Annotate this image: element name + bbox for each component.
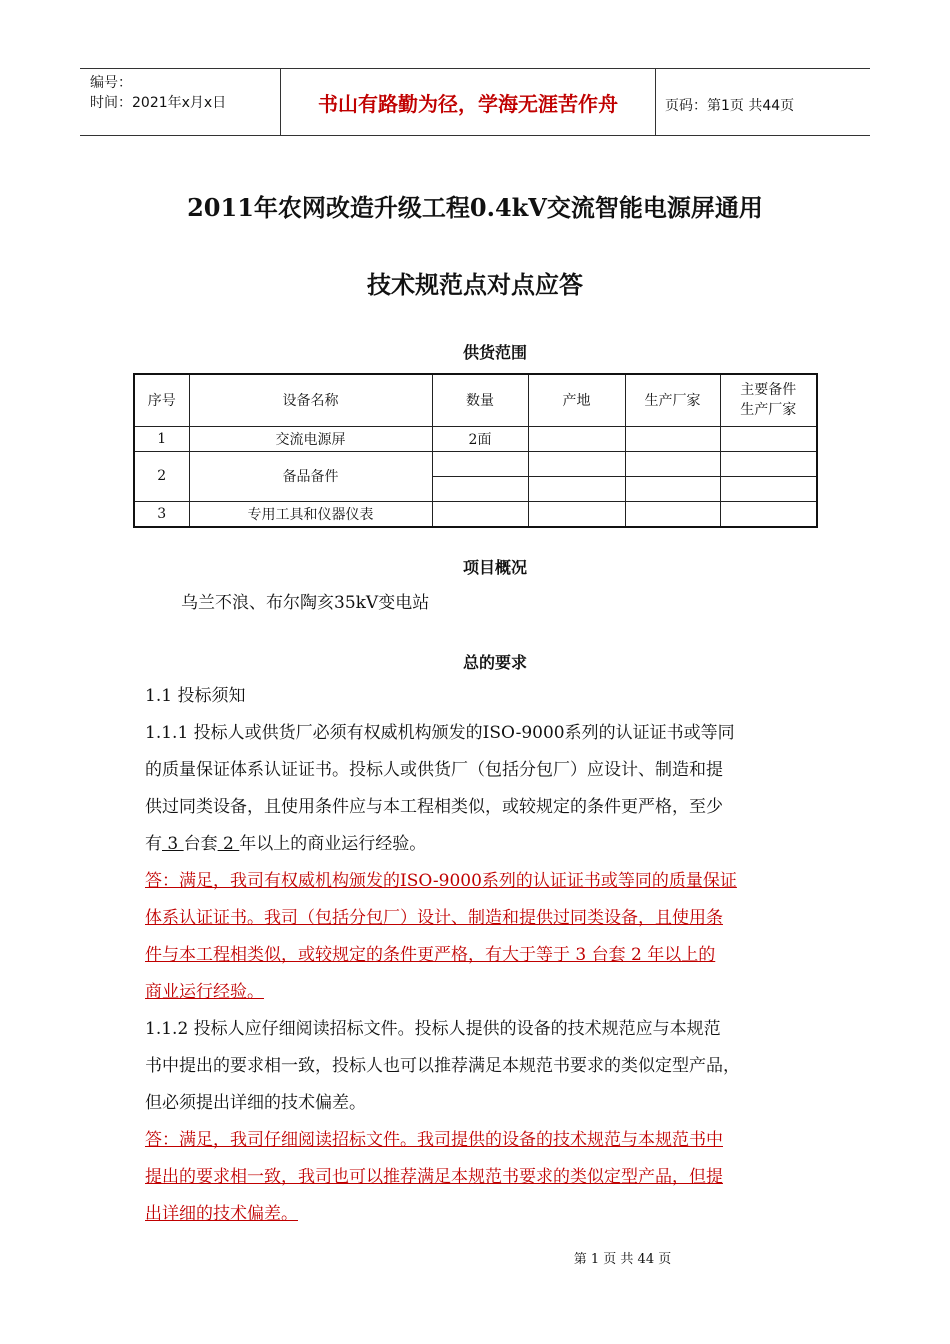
col-header-spare-line2: 生产厂家 [740,402,797,419]
clause-text: 有 [145,834,162,854]
row2b-spare-manufacturer [720,476,817,501]
header-top-rule [80,68,870,69]
table-header-row [134,374,817,426]
row2b-origin [528,476,625,501]
answer-1-1-1-line2: 体系认证证书。我司（包括分包厂）设计、制造和提供过同类设备，且使用条 [145,908,723,928]
col-header-spare-manufacturer [720,374,817,426]
header-divider-right [655,68,656,135]
col-header-no: 序号 [134,374,189,426]
answer-1-1-2-line2: 提出的要求相一致，我司也可以推荐满足本规范书要求的类似定型产品，但提 [145,1167,723,1187]
clause-1-1-1-line1: 1.1.1 投标人或供货厂必须有权威机构颁发的ISO-9000系列的认证证书或等同 [145,723,735,743]
row2a-qty [432,451,528,476]
clause-1-1-2-line3: 但必须提出详细的技术偏差。 [145,1093,366,1113]
answer-1-1-2-line3: 出详细的技术偏差。 [145,1204,298,1224]
document-title-line2: 技术规范点对点应答 [367,270,583,299]
row3-no: 3 [134,501,189,527]
clause-text: 台套 [183,834,218,854]
clause-text: 年以上的商业运行经验。 [239,834,427,854]
document-title-line1: 2011年农网改造升级工程0.4kV交流智能电源屏通用 [187,193,763,222]
row1-spare-manufacturer [720,426,817,451]
clause-1-1-1-line2: 的质量保证体系认证证书。投标人或供货厂（包括分包厂）应设计、制造和提 [145,760,723,780]
row2b-manufacturer [625,476,720,501]
row2a-origin [528,451,625,476]
table-row [134,501,817,527]
row2a-spare-manufacturer [720,451,817,476]
row3-qty [432,501,528,527]
answer-1-1-1-line1: 答：满足，我司有权威机构颁发的ISO-9000系列的认证证书或等同的质量保证 [145,871,737,891]
col-header-qty: 数量 [432,374,528,426]
row2-no: 2 [134,451,189,501]
page-footer: 第 1 页 共 44 页 [573,1252,672,1267]
document-number-label: 编号： [90,75,132,91]
general-requirements-heading: 总的要求 [462,653,527,672]
row1-name: 交流电源屏 [189,426,432,451]
header-motto: 书山有路勤为径，学海无涯苦作舟 [318,92,618,116]
supply-scope-table [133,373,818,528]
row2a-manufacturer [625,451,720,476]
clause-1-1-2-line1: 1.1.2 投标人应仔细阅读招标文件。投标人提供的设备的技术规范应与本规范 [145,1019,721,1039]
header-page-info: 页码：第1页 共44页 [665,98,795,114]
col-header-manufacturer: 生产厂家 [625,374,720,426]
qty-sets: 3 [162,834,184,854]
answer-1-1-1-line4: 商业运行经验。 [145,982,264,1002]
row3-spare-manufacturer [720,501,817,527]
section-1-1: 1.1 投标须知 [145,686,246,706]
clause-1-1-2-line2: 书中提出的要求相一致，投标人也可以推荐满足本规范书要求的类似定型产品， [145,1056,740,1076]
row3-name: 专用工具和仪器仪表 [189,501,432,527]
row3-manufacturer [625,501,720,527]
clause-1-1-1-line4 [145,826,426,863]
col-header-name: 设备名称 [189,374,432,426]
answer-1-1-1-line3: 件与本工程相类似，或较规定的条件更严格，有大于等于 3 台套 2 年以上的 [145,945,716,965]
clause-1-1-1-line3: 供过同类设备，且使用条件应与本工程相类似，或较规定的条件更严格，至少 [145,797,723,817]
row1-no: 1 [134,426,189,451]
row1-manufacturer [625,426,720,451]
row3-origin [528,501,625,527]
document-date: 时间：2021年x月x日 [90,95,227,111]
project-text: 乌兰不浪、布尔陶亥35kV变电站 [181,593,430,613]
table-row [134,426,817,451]
header-bottom-rule [80,135,870,136]
row1-qty: 2面 [432,426,528,451]
table-row [134,451,817,476]
col-header-spare-line1: 主要备件 [740,382,797,399]
qty-years: 2 [217,834,240,854]
supply-scope-heading: 供货范围 [462,343,527,362]
header-divider-left [280,68,281,135]
answer-1-1-2-line1: 答：满足，我司仔细阅读招标文件。我司提供的设备的技术规范与本规范书中 [145,1130,723,1150]
col-header-origin: 产地 [528,374,625,426]
row2-name: 备品备件 [189,451,432,501]
row2b-qty [432,476,528,501]
project-heading: 项目概况 [462,558,527,577]
row1-origin [528,426,625,451]
